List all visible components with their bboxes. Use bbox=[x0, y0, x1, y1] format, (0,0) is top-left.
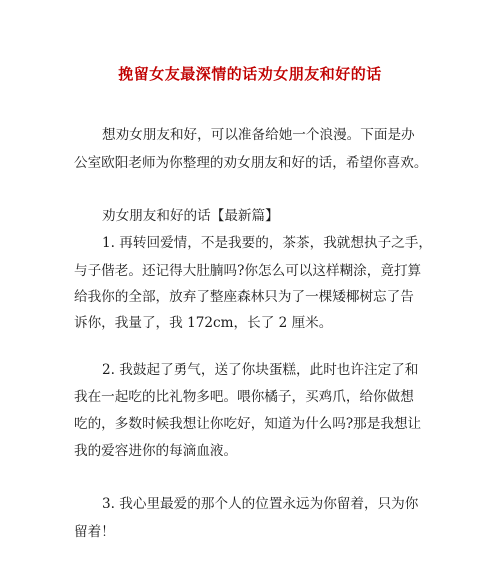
item1-line-4: 诉你，我量了，我 172cm，长了 2 厘米。 bbox=[74, 315, 333, 331]
section-heading: 劝女朋友和好的话【最新篇】 bbox=[102, 208, 279, 224]
item2-line-1: 2. 我鼓起了勇气，送了你块蛋糕，此时也许注定了和 bbox=[102, 362, 419, 378]
intro-line-1: 想劝女朋友和好，可以准备给她一个浪漫。下面是办 bbox=[102, 127, 415, 143]
item3-line-2: 留着！ bbox=[74, 524, 115, 540]
item2-line-3: 吃的，多数时候我想让你吃好，知道为什么吗?那是我想让 bbox=[74, 416, 422, 432]
item3-line-1: 3. 我心里最爱的那个人的位置永远为你留着，只为你 bbox=[102, 496, 419, 512]
document-title: 挽留女友最深情的话劝女朋友和好的话 bbox=[118, 65, 382, 83]
item2-line-2: 我在一起吃的比礼物多吧。喂你橘子，买鸡爪，给你做想 bbox=[74, 389, 414, 405]
item1-line-2: 与子偕老。还记得大肚腩吗?你怎么可以这样糊涂，竟打算 bbox=[74, 263, 422, 279]
item2-line-4: 我的爱容进你的每滴血液。 bbox=[74, 443, 238, 459]
intro-line-2: 公室欧阳老师为你整理的劝女朋友和好的话，希望你喜欢。 bbox=[74, 155, 428, 171]
item1-line-1: 1. 再转回爱情，不是我要的，茶茶，我就想执子之手， bbox=[102, 235, 432, 251]
item1-line-3: 给我你的全部，放弃了整座森林只为了一棵矮椰树忘了告 bbox=[74, 289, 414, 305]
